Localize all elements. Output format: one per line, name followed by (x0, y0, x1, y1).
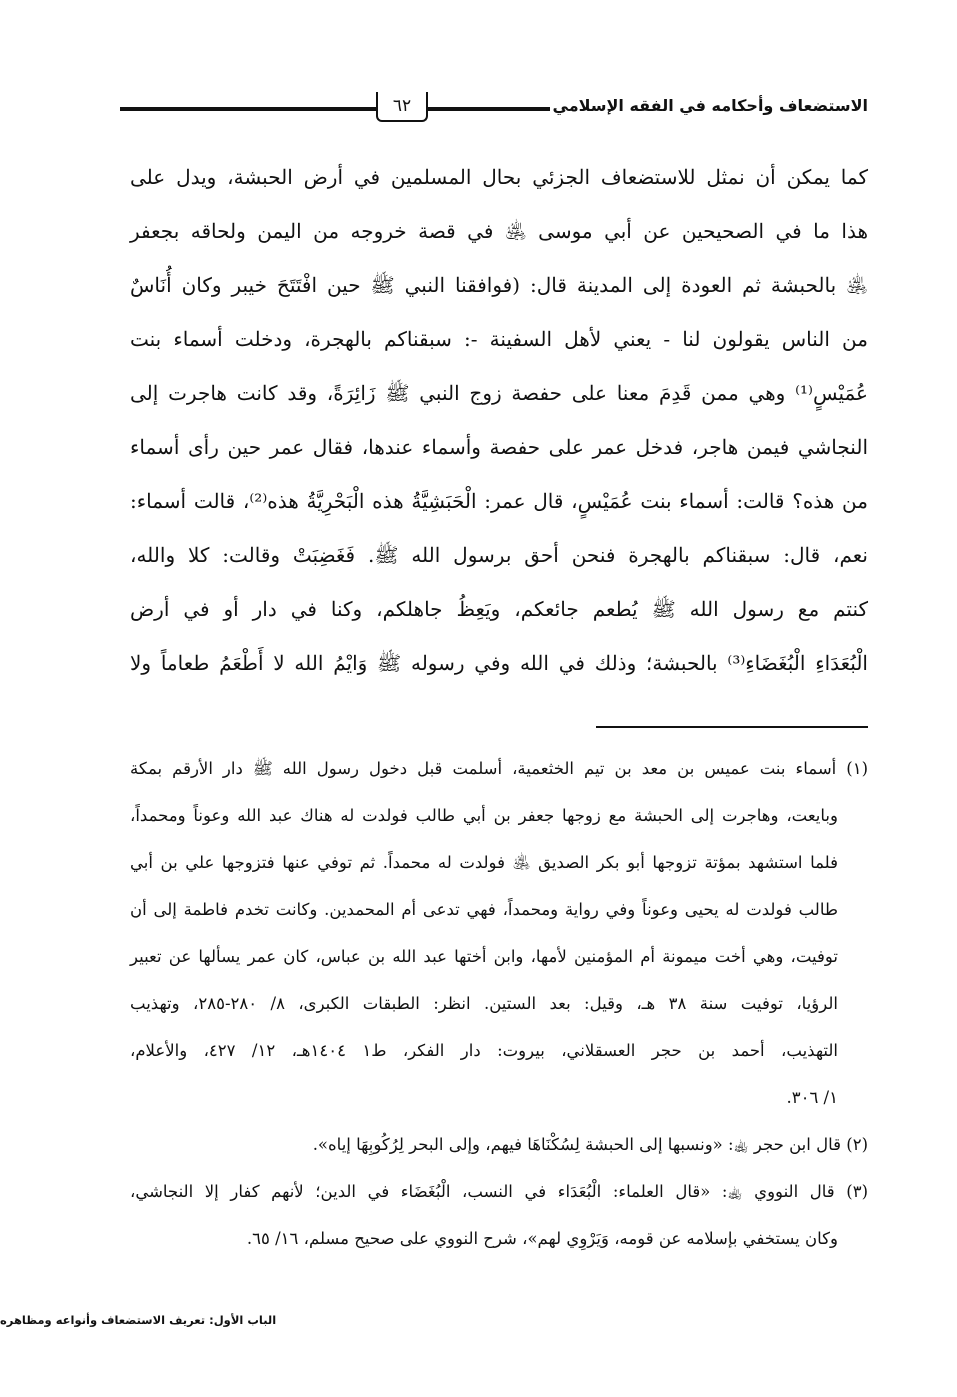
footnote-2: (٢) قال ابن حجر ﵀: «ونسبها إلى الحبشة لِسُكْنَاهَا فيهم، وإلى البحر لِرُكُوبِهَا إياه». (312, 1135, 868, 1154)
chapter-footer: الباب الأول: تعريف الاستضعاف وأنواعه ومظاهره (0, 1313, 277, 1327)
text-line: ﵁ بالحبشة ثم العودة إلى المدينة قال: (فوافقنا النبي ﷺ حين افْتَتَحَ خيبر وكان أُنَاسٌ (130, 273, 868, 297)
text-line: النجاشي فيمن هاجر، فدخل عمر على حفصة وأسماء عندها، فقال عمر حين رأى أسماء (130, 435, 868, 459)
text-line: كما يمكن أن نمثل للاستضعاف الجزئي بحال المسلمين في أرض الحبشة، ويدل على (130, 165, 868, 189)
footnote-1-line: التهذيب، أحمد بن حجر العسقلاني، بيروت: دار الفكر، ط١ ١٤٠٤هـ، ١٢/ ٤٢٧، والأعلام، (130, 1041, 839, 1060)
footnote-1-line: طالب فولدت له يحيى وعوناً وفي رواية ومحمداً، فهي تدعى أم المحمدين. وكانت تخدم فاطمة إلى أن (130, 900, 838, 919)
page-number: ٦٢ (376, 92, 428, 122)
text-line: من الناس يقولون لنا - يعني لأهل السفينة -: سبقناكم بالهجرة، ودخلت أسماء بنت (130, 327, 868, 351)
main-text (130, 150, 868, 690)
text-line: نعم، قال: سبقناكم بالهجرة فنحن أحق برسول الله ﷺ. فَغَضِبَتْ وقالت: كلا والله، (130, 543, 868, 567)
footnote-1-line: الرؤيا، توفيت سنة ٣٨ هـ، وقيل: بعد الستين. انظر: الطبقات الكبرى، ٨/ ٢٨٠-٢٨٥، وتهذيب (130, 994, 838, 1013)
book-title: الاستضعاف وأحكامه في الفقه الإسلامي (552, 96, 868, 115)
text-line: من هذه؟ قالت: أسماء بنت عُمَيْسٍ، قال عمر: الْحَبَشِيَّةُ هذه الْبَحْرِيَّةُ هذه⁽²⁾، قالت أسماء: (130, 489, 868, 513)
text-line: كنتم مع رسول الله ﷺ يُطعم جائعكم، ويَعِظُ جاهلكم، وكنا في دار أو في أرض (130, 597, 868, 621)
footnote-3-line: وكان يستخفي بإسلامه عن قومه، وَيَرْوِي لهم»، شرح النووي على صحيح مسلم، ١٦/ ٦٥. (246, 1229, 838, 1248)
footnote-1-line: ١/ ٣٠٦. (786, 1088, 838, 1107)
footnotes (130, 745, 868, 1262)
footnote-1-line: (١) أسماء بنت عميس بن معد بن تيم الخثعمية، أسلمت قبل دخول رسول الله ﷺ دار الأرقم بمكة (130, 759, 868, 778)
text-line: الْبُعَدَاءِ الْبُغَضَاءِ⁽³⁾ بالحبشة؛ وذلك في الله وفي رسوله ﷺ وَايْمُ الله لا أَطْعَمُ طعاماً ولا (130, 651, 868, 675)
footnote-separator (596, 726, 868, 728)
footnote-1-line: وبايعت، وهاجرت إلى الحبشة مع زوجها جعفر بن أبي طالب فولدت له هناك عبد الله وعوناً ومحمداً، (130, 806, 838, 825)
footnote-3-line: (٣) قال النووي ﵀: «قال العلماء: الْبُعَدَاء في النسب، الْبُغَضَاء في الدين؛ لأنهم كفار إلا النجاشي، (130, 1182, 868, 1201)
header-rule-right (428, 107, 550, 111)
footnote-1-line: فلما استشهد بمؤتة تزوجها أبو بكر الصديق ﵁ فولدت له محمداً. ثم توفي عنها فتزوجها علي بن أبي (130, 853, 838, 872)
running-header (120, 90, 868, 130)
text-line: عُمَيْسٍ⁽¹⁾ وهي ممن قَدِمَ معنا على حفصة زوج النبي ﷺ زَائِرَةً، وقد كانت هاجرت إلى (130, 381, 868, 405)
footnote-1-line: توفيت، وهي أخت ميمونة أم المؤمنين لأمها، وابن أختها عبد الله بن عباس، كان عمر يسألها عن تعبير (130, 947, 838, 966)
text-line: هذا ما في الصحيحين عن أبي موسى ﵁ في قصة خروجه من اليمن ولحاقه بجعفر (130, 219, 868, 243)
header-rule-left (120, 107, 378, 111)
